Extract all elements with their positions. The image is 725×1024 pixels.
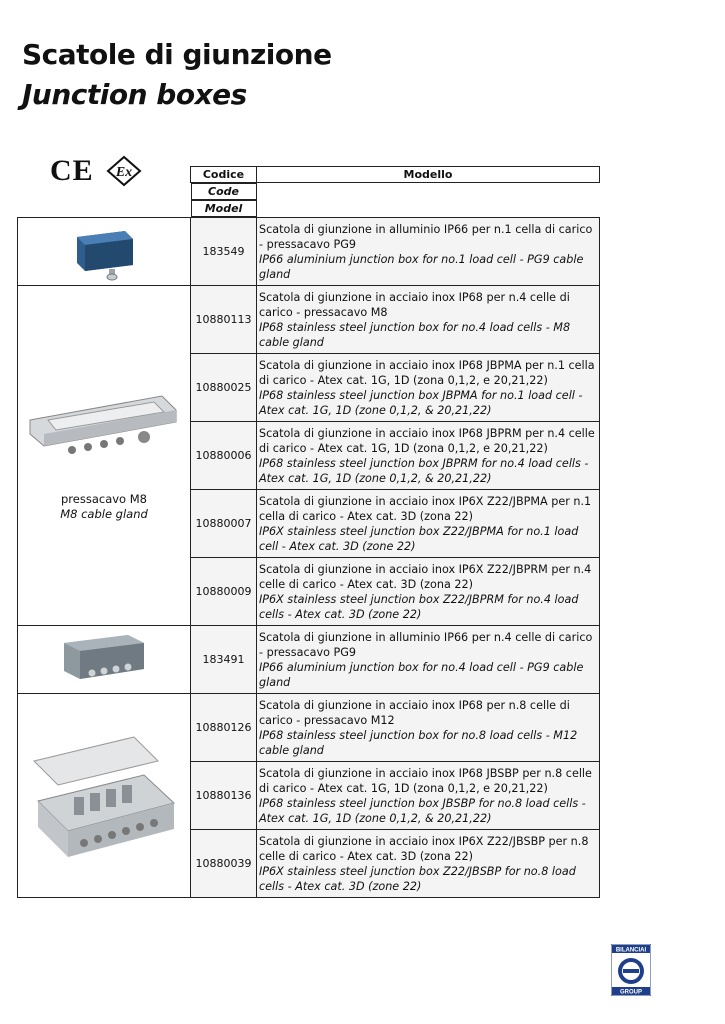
description-it: Scatola di giunzione in acciaio inox IP68 JBSBP per n.8 celle di carico - Atex cat. 1G, 1D (zona 0,1,2, e 20,21,22) [259,766,592,795]
description-en: IP66 aluminium junction box for no.4 load cell - PG9 cable gland [259,660,584,689]
group-label-it: pressacavo M8 [61,491,147,506]
table-row [18,626,600,694]
product-code: 10880009 [191,558,257,626]
product-description [257,354,600,422]
product-code: 10880136 [191,762,257,830]
product-description [257,422,600,490]
product-description [257,762,600,830]
product-description [257,218,600,286]
description-it: Scatola di giunzione in acciaio inox IP68 JBPRM per n.4 celle di carico - Atex cat. 1G, 1D (zona 0,1,2, e 20,21,22) [259,426,595,455]
header-row-en [18,183,600,218]
junction-box-table [17,166,600,898]
description-it: Scatola di giunzione in acciaio inox IP68 per n.8 celle di carico - pressacavo M12 [259,698,570,727]
product-image-cell [18,626,191,694]
logo-top-text: BILANCIAI [615,947,647,954]
description-en: IP66 aluminium junction box for no.1 load cell - PG9 cable gland [259,252,584,281]
product-description [257,626,600,694]
description-it: Scatola di giunzione in alluminio IP66 per n.1 cella di carico - pressacavo PG9 [259,222,593,251]
product-description [257,830,600,898]
product-image-cell [18,286,191,626]
description-it: Scatola di giunzione in alluminio IP66 per n.4 celle di carico - pressacavo PG9 [259,630,593,659]
description-en: IP68 stainless steel junction box JBPMA for no.1 load cell - Atex cat. 1G, 1D (zone 0,1,2, & 20,21,22) [259,388,583,417]
description-en: IP68 stainless steel junction box for no.8 load cells - M12 cable gland [259,728,578,757]
product-description [257,694,600,762]
description-en: IP68 stainless steel junction box JBPRM for no.4 load cells - Atex cat. 1G, 1D (zone 0,1,2, & 20,21,22) [259,456,589,485]
product-code: 10880039 [191,830,257,898]
group-label-en: M8 cable gland [60,506,148,521]
description-en: IP68 stainless steel junction box JBSBP for no.8 load cells - Atex cat. 1G, 1D (zone 0,1,2, & 20,21,22) [259,796,586,825]
header-model-it: Modello [257,167,600,183]
open-stainless-junction-box-icon [24,731,184,861]
header-code-it: Codice [191,167,257,183]
atex-ex-text: Ex [115,165,132,180]
description-it: Scatola di giunzione in acciaio inox IP68 JBPMA per n.1 cella di carico - Atex cat. 1G, 1D (zona 0,1,2, e 20,21,22) [259,358,595,387]
description-it: Scatola di giunzione in acciaio inox IP6X Z22/JBPRM per n.4 celle di carico - Atex cat. 3D (zona 22) [259,562,592,591]
product-code: 10880007 [191,490,257,558]
product-code: 183549 [191,218,257,286]
description-it: Scatola di giunzione in acciaio inox IP68 per n.4 celle di carico - pressacavo M8 [259,290,570,319]
grey-junction-box-icon [58,629,150,691]
page-subtitle: Junction boxes [22,78,247,111]
product-code: 10880126 [191,694,257,762]
header-row-it [18,167,600,183]
table-row [18,286,600,354]
product-code: 183491 [191,626,257,694]
product-code: 10880025 [191,354,257,422]
page-title: Scatole di giunzione [22,38,332,71]
table-row [18,218,600,286]
description-it: Scatola di giunzione in acciaio inox IP6X Z22/JBPMA per n.1 cella di carico - Atex cat. 3D (zona 22) [259,494,592,523]
description-it: Scatola di giunzione in acciaio inox IP6X Z22/JBSBP per n.8 celle di carico - Atex cat. 3D (zona 22) [259,834,589,863]
logo-bottom-text: GROUP [619,989,643,996]
header-model-en: Model [191,200,257,217]
blue-junction-box-icon [69,223,139,281]
bilanciai-group-logo-icon [611,944,651,996]
ce-mark-icon: CE [50,154,94,187]
header-code-en: Code [191,183,257,200]
product-code: 10880113 [191,286,257,354]
stainless-junction-box-icon [26,390,182,470]
product-image-cell [18,218,191,286]
description-en: IP6X stainless steel junction box Z22/JBSBP for no.8 load cells - Atex cat. 3D (zone 22) [259,864,576,893]
description-en: IP6X stainless steel junction box Z22/JBPMA for no.1 load cell - Atex cat. 3D (zone 22) [259,524,579,553]
product-code: 10880006 [191,422,257,490]
table-row [18,694,600,762]
description-en: IP68 stainless steel junction box for no.4 load cells - M8 cable gland [259,320,571,349]
product-description [257,490,600,558]
product-description [257,558,600,626]
product-image-cell [18,694,191,898]
product-description [257,286,600,354]
description-en: IP6X stainless steel junction box Z22/JBPRM for no.4 load cells - Atex cat. 3D (zone 22) [259,592,579,621]
